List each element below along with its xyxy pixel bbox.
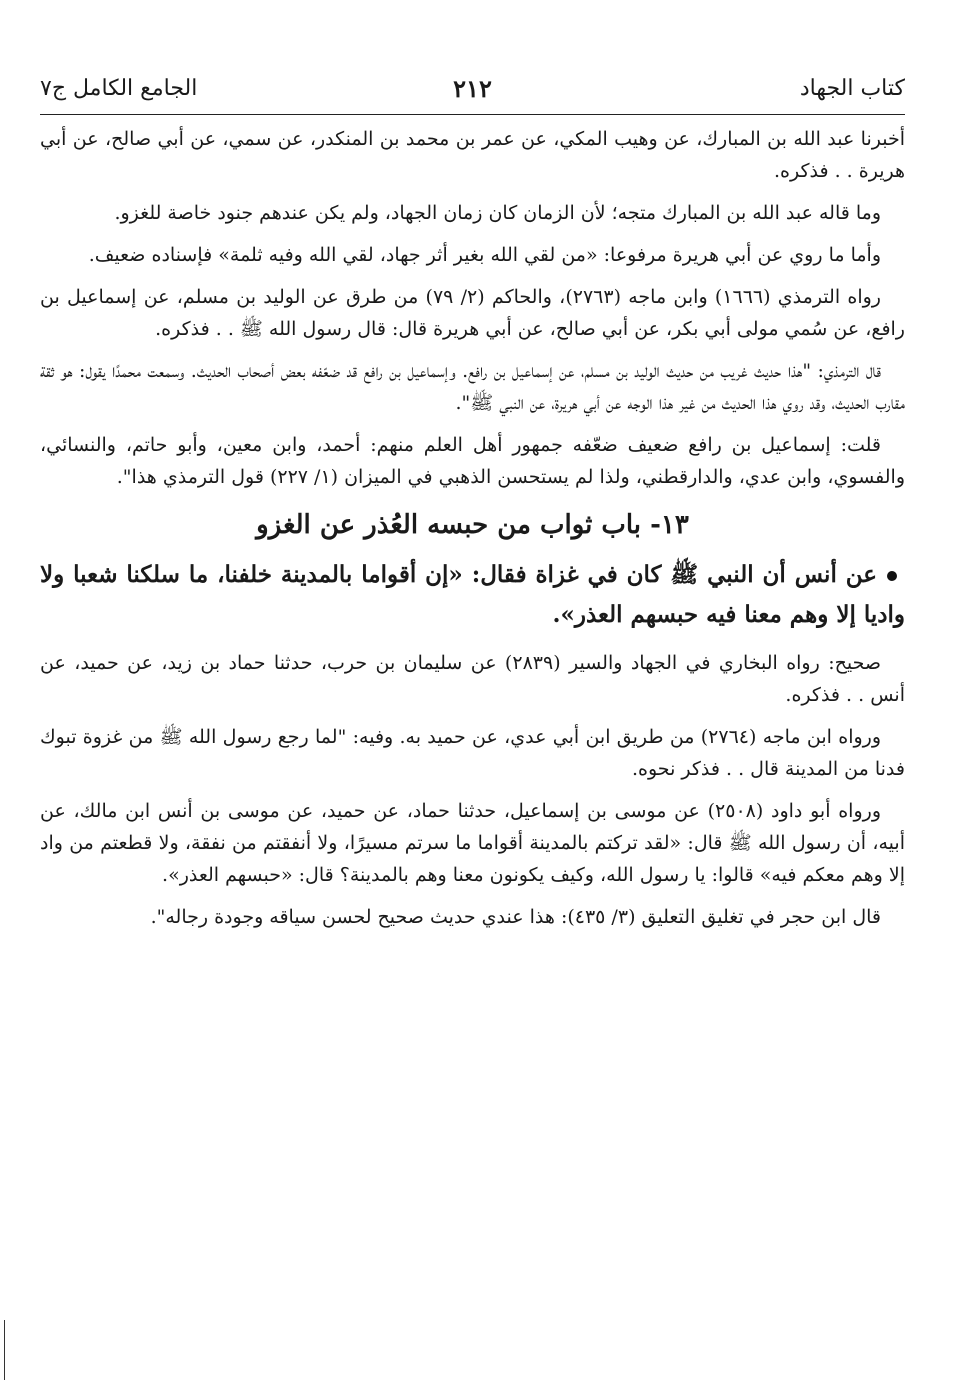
- paragraph-bukhari: صحيح: رواه البخاري في الجهاد والسير (٢٨٣٩) عن سليمان بن حرب، حدثنا حماد بن زيد، عن حميد، عن أنس . . فذكره.: [40, 652, 905, 706]
- paragraph-ibn-hajar: قال ابن حجر في تغليق التعليق (٣/ ٤٣٥): هذا عندي حديث صحيح لحسن سياقه وجودة رجاله".: [150, 906, 881, 928]
- paragraph-tirmidhi-quote: قال الترمذي: "هذا حديث غريب من حديث الوليد بن مسلم، عن إسماعيل بن رافع. وإسماعيل بن رافع قد ضعّفه بعض أصحاب الحديث. وسمعت محمدًا يقول: هو ثقة مقارب الحديث، وقد روي هذا الحديث من غير هذا الوجه عن أبي هريرة، عن النبي ﷺ".: [40, 360, 905, 414]
- paragraph-weak-narration: وأما ما روي عن أبي هريرة مرفوعا: «من لقي الله بغير أثر جهاد، لقي الله وفيه ثلمة» فإسناده ضعيف.: [88, 244, 881, 266]
- paragraph-author-note: قلت: إسماعيل بن رافع ضعيف ضعّفه جمهور أهل العلم منهم: أحمد، وابن معين، وأبو حاتم، والنسائي، والفسوي، وابن عدي، والدارقطني، ولذا لم يستحسن الذهبي في الميزان (١/ ٢٢٧) قول الترمذي هذا".: [40, 434, 905, 488]
- paragraph-commentary: وما قاله عبد الله بن المبارك متجه؛ لأن الزمان كان زمان الجهاد، ولم يكن عندهم جنود خاصة للغزو.: [114, 202, 881, 224]
- page-content: [40, 115, 905, 933]
- paragraph-abu-dawud: ورواه أبو داود (٢٥٠٨) عن موسى بن إسماعيل، حدثنا حماد، عن حميد، عن موسى بن أنس ابن مالك، عن أبيه، أن رسول الله ﷺ قال: «لقد تركتم بالمدينة أقواما ما سرتم مسيرًا، ولا أنفقتم من نفقة، ولا قطعتم من واد إلا وهم معكم فيه» قالوا: يا رسول الله، وكيف يكونون معنا وهم بالمدينة؟ قال: «حبسهم العذر».: [40, 800, 905, 886]
- collection-title: الجامع الكامل ج٧: [40, 76, 198, 101]
- book-title: كتاب الجهاد: [799, 76, 905, 101]
- page-number: ٢١٢: [453, 74, 492, 103]
- paragraph-ibn-majah: ورواه ابن ماجه (٢٧٦٤) من طريق ابن أبي عدي، عن حميد به. وفيه: "لما رجع رسول الله ﷺ من غزوة تبوك فدنا من المدينة قال . . فذكر نحوه.: [40, 726, 905, 780]
- paragraph-takhrij: رواه الترمذي (١٦٦٦) وابن ماجه (٢٧٦٣)، والحاكم (٢/ ٧٩) من طرق عن الوليد بن مسلم، عن إسماعيل بن رافع، عن سُمي مولى أبي بكر، عن أبي صالح، عن أبي هريرة قال: قال رسول الله ﷺ . . فذكره.: [40, 286, 905, 340]
- hadith-body: عن أنس أن النبي ﷺ كان في غزاة فقال: «إن أقواما بالمدينة خلفنا، ما سلكنا شعبا ولا واديا إلا وهم معنا فيه حبسهم العذر».: [40, 561, 905, 628]
- hadith-text: [40, 555, 905, 635]
- page-edge-mark: [4, 1320, 5, 1380]
- paragraph-isnad: أخبرنا عبد الله بن المبارك، عن وهيب المكي، عن عمر بن محمد بن المنكدر، عن سمي، عن أبي صالح، عن أبي هريرة . . فذكره.: [40, 128, 905, 182]
- chapter-heading: ١٣- باب ثواب من حبسه العُذر عن الغزو: [256, 510, 689, 540]
- bullet-icon: [887, 571, 897, 581]
- running-header: [40, 70, 905, 115]
- book-page: [40, 70, 905, 1369]
